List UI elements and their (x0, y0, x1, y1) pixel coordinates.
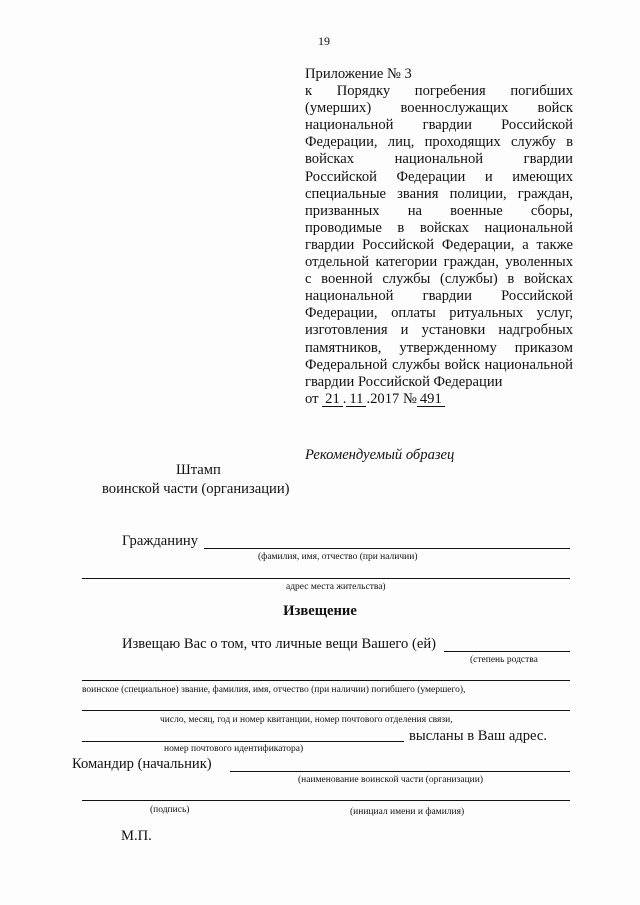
address-line (82, 578, 570, 579)
annex-header (305, 66, 573, 408)
deceased-line (82, 680, 570, 681)
tracking-line (82, 741, 404, 742)
deceased-caption: воинское (специальное) звание, фамилия, имя, отчество (при наличии) погибшего (умершего), (82, 685, 466, 695)
notice-text: Извещаю Вас о том, что личные вещи Вашего (ей) (122, 636, 436, 652)
annex-date: от 21 . 11 .2017 № 491 (305, 391, 573, 408)
date-month: 11 (346, 392, 366, 407)
notice-heading: Извещение (283, 603, 357, 619)
stamp-unit-label: воинской части (организации) (102, 481, 290, 497)
citizen-caption: (фамилия, имя, отчество (при наличии) (258, 552, 418, 562)
date-prefix: от (305, 390, 319, 407)
address-caption: адрес места жительства) (286, 582, 386, 592)
unit-caption: (наименование воинской части (организации) (298, 775, 483, 785)
tracking-caption: номер почтового идентификатора) (164, 744, 304, 754)
order-number: 491 (417, 392, 445, 407)
citizen-name-line (204, 548, 570, 549)
date-day: 21 (322, 392, 343, 407)
signature-caption: (подпись) (150, 805, 190, 815)
commander-label: Командир (начальник) (72, 756, 212, 772)
annex-body: к Порядку погребения погибших (умерших) военнослужащих войск национальной гвардии Российской Федерации, лиц, проходящих службу в войсках национальной гвардии Российской Федерации и имеющих специальные звания полиции, граждан, призванных на военные сборы, проводимые в войсках национальной гвардии Российской Федерации, а также отдельной категории граждан, уволенных с военной службы (службы) в войсках национальной гвардии Российской Федерации, оплаты ритуальных услуг, изготовления и установки надгробных памятников, утвержденному приказом Федеральной службы войск национальной гвардии Российской Федерации (305, 83, 573, 390)
receipt-line (82, 710, 570, 711)
receipt-caption: число, месяц, год и номер квитанции, номер почтового отделения связи, (160, 715, 453, 725)
seal-label: М.П. (121, 828, 152, 844)
citizen-label: Гражданину (122, 533, 199, 549)
sample-label: Рекомендуемый образец (305, 447, 455, 463)
sent-text: высланы в Ваш адрес. (409, 728, 547, 744)
page-number: 19 (318, 34, 330, 48)
signature-line (82, 800, 570, 801)
initials-caption: (инициал имени и фамилия) (350, 807, 465, 817)
annex-title: Приложение № 3 (305, 66, 412, 82)
stamp-label: Штамп (176, 462, 221, 478)
kinship-caption: (степень родства (470, 655, 538, 665)
kinship-line (444, 651, 570, 652)
date-year-suffix: .2017 № (366, 390, 417, 407)
commander-line (230, 771, 570, 772)
